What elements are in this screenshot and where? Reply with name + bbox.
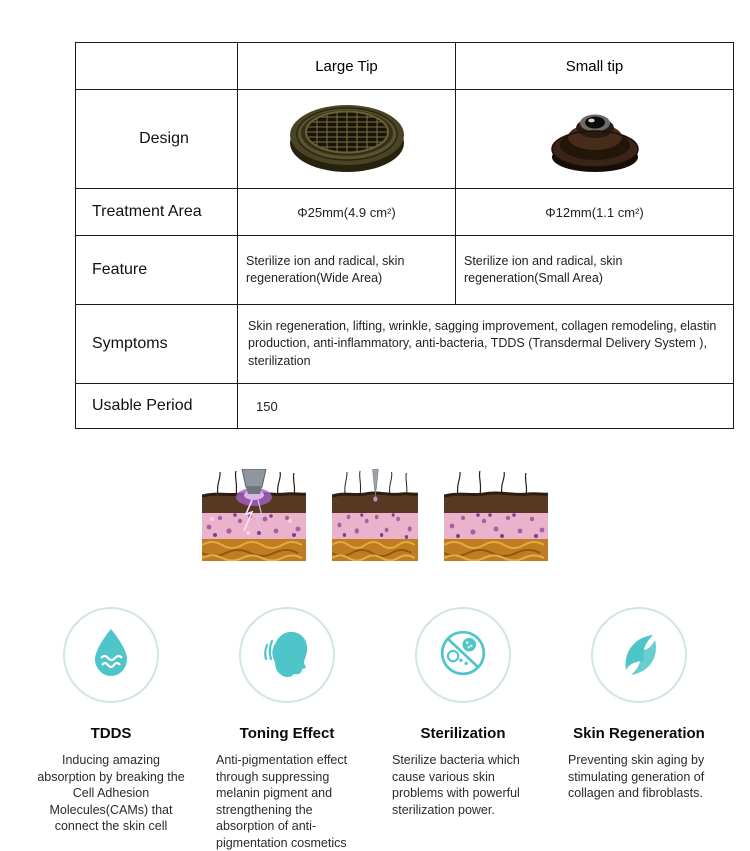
benefit-description-toning: Anti-pigmentation effect through suppressing melanin pigment and strengthening the absorption of anti-pigmentation cosmetics [216,753,348,850]
symptoms-value: Skin regeneration, lifting, wrinkle, sagging improvement, collagen remodeling, elastin production, anti-inflammatory, anti-bacteria, TDDS (Transdermal Delivery System ), sterilization [238,305,734,384]
benefit-description-regeneration: Preventing skin aging by stimulating generation of collagen and fibroblasts. [568,753,705,800]
face-profile-icon [261,627,313,684]
benefit-toning-effect [206,607,368,851]
no-bacteria-icon [438,628,488,683]
usable-period-value: 150 [238,384,734,429]
symptoms-row-label: Symptoms [76,305,238,384]
treatment-images-row [0,469,750,561]
treatment-area-row-label: Treatment Area [76,189,238,236]
corner-cell [76,43,238,90]
large-tip-device-image [286,164,408,181]
benefit-circle-toning [239,607,335,703]
benefit-title-tdds: TDDS [90,725,132,742]
design-row-label: Design [76,90,238,189]
feature-large-value: Sterilize ion and radical, skin regeneration(Wide Area) [238,236,456,305]
feature-row-label: Feature [76,236,238,305]
usable-period-row-label: Usable Period [76,384,238,429]
feature-small-value: Sterilize ion and radical, skin regeneration(Small Area) [456,236,734,305]
benefit-skin-regeneration [558,607,720,851]
skin-cross-section-image [444,469,548,561]
column-header-small-tip: Small tip [456,43,734,90]
needle-on-skin-image [332,469,418,561]
benefit-description-sterilization: Sterilize bacteria which cause various skin problems with powerful sterilization power. [392,753,520,817]
treatment-area-large-value: Φ25mm(4.9 cm²) [238,189,456,236]
benefit-circle-regeneration [591,607,687,703]
design-cell-large [238,90,456,189]
plasma-tip-on-skin-image [202,469,306,561]
benefits-row [0,607,750,851]
spec-table [75,42,734,429]
design-cell-small [456,90,734,189]
benefit-sterilization [382,607,544,851]
benefit-circle-tdds [63,607,159,703]
benefit-circle-sterilization [415,607,511,703]
benefit-title-toning: Toning Effect [239,725,335,742]
small-tip-device-image [540,164,650,181]
column-header-large-tip: Large Tip [238,43,456,90]
treatment-area-small-value: Φ12mm(1.1 cm²) [456,189,734,236]
benefit-title-regeneration: Skin Regeneration [573,725,705,742]
benefit-title-sterilization: Sterilization [420,725,506,742]
regeneration-leaves-icon [613,627,665,684]
benefit-tdds [30,607,192,851]
water-drop-icon [87,626,135,685]
benefit-description-tdds: Inducing amazing absorption by breaking the Cell Adhesion Molecules(CAMs) that connect the skin cell [37,753,185,833]
